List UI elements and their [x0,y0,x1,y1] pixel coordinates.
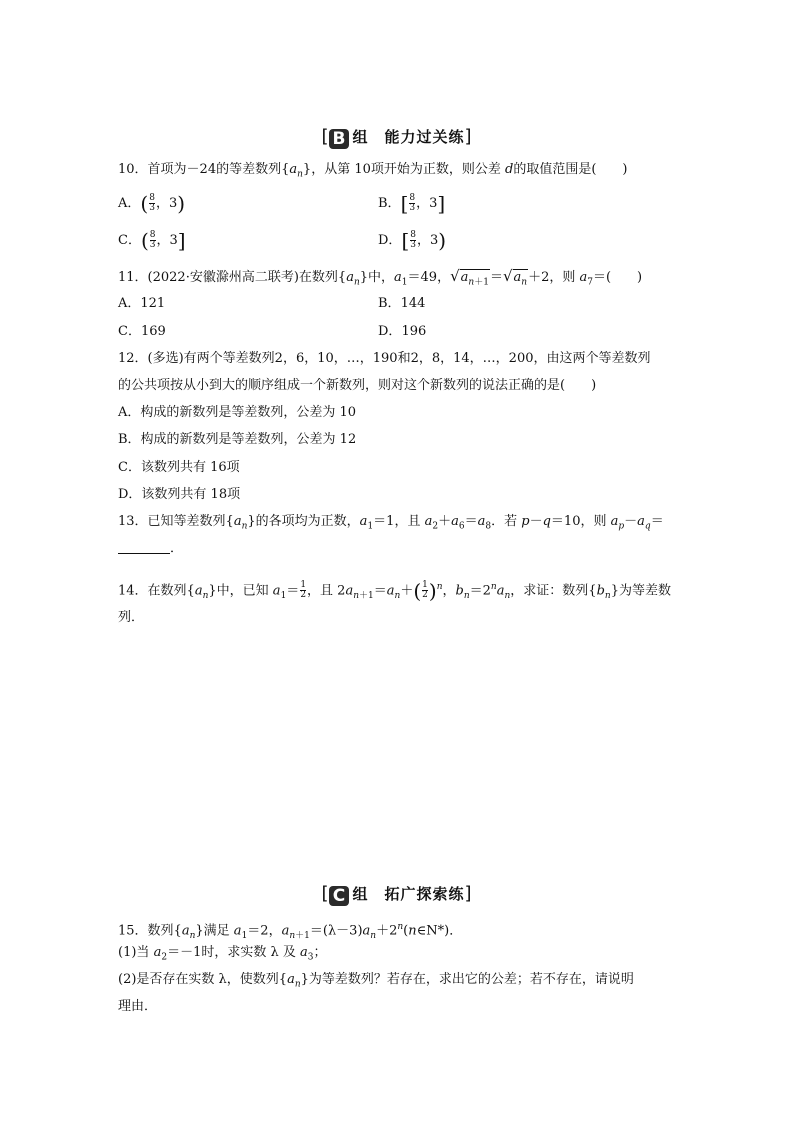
q11-option-a: A．121 [118,296,166,311]
q12-stem-line2: 的公共项按从小到大的顺序组成一个新数列，则对这个新数列的说法正确的是( ) [118,378,597,393]
q15-part1: (1)当 $a_2=-1$时，求实数 λ 及 $a_3$； [118,945,327,963]
q12-option-d: D．该数列共有 18项 [118,487,241,502]
q11-option-c: C．169 [118,324,166,339]
q11-stem: 11．(2022·安徽滁州高二联考)在数列$\{a_n\}$中，$a_1=49$，$√a_{n+1}=√a_n+2$，则 $a_7=$( ) [118,267,643,288]
q12-stem-line1: 12．(多选)有两个等差数列2，6，10，…，190和2，8，14，…，200，由这两个等差数列 [118,351,651,366]
q12-option-c: C．该数列共有 16项 [118,460,240,475]
q10-option-d: D．[ $\frac{8}{3}$ ，3) [378,228,447,253]
section-b-badge: B [329,129,349,149]
q13-stem: 13．已知等差数列$\{a_n\}$的各项均为正数，$a_1=1$，且 $a_2+a_6=a_8$．若 p－q＝10，则 $a_p-a_q=$ [118,514,664,532]
q10-stem: 10．首项为－24的等差数列$\{a_n\}$，从第 10项开始为正数，则公差 d的取值范围是( ) [118,162,628,180]
q14-stem-line2: 列． [118,610,145,625]
q11-option-d: D．196 [378,324,427,339]
section-b-title-text: 组 能力过关练 [352,128,465,146]
section-b-title: [ B 组 能力过关练] [321,126,473,149]
section-c-title: [ C 组 拓广探索练] [321,883,473,906]
q15-part2: (2)是否存在实数 λ，使数列$\{a_n\}$为等差数列？若存在，求出它的公差；若不存在，请说明 [118,972,634,990]
section-c-title-text: 组 拓广探索练 [352,885,465,903]
q11-option-b: B．144 [378,296,426,311]
q13-answer-blank[interactable]: ． [118,540,183,558]
q12-option-a: A．构成的新数列是等差数列，公差为 10 [118,405,357,420]
q14-stem: 14．在数列$\{a_n\}$中，已知 $a_1=$ $\frac{1}{2}$ ，且 $2a_{n+1}=a_n+$( $\frac{1}{2}$ )$^n$，$b_n=2^na_n$，求证：数列$\{b_n\}$为等差数 [118,578,671,603]
q10-option-b: B．[ $\frac{8}{3}$ ，3] [378,191,446,216]
section-c-badge: C [329,886,349,906]
q15-stem: 15．数列$\{a_n\}$满足 $a_1=2$，$a_{n+1}=(\lambda-3)a_n+2^n(n\in N*)$． [118,922,463,941]
q10-option-c: C．( $\frac{8}{3}$ ，3] [118,228,186,253]
q15-part2-line2: 理由． [118,999,158,1014]
q10-option-a: A．( $\frac{8}{3}$ ，3) [118,191,186,216]
q12-option-b: B．构成的新数列是等差数列，公差为 12 [118,432,357,447]
